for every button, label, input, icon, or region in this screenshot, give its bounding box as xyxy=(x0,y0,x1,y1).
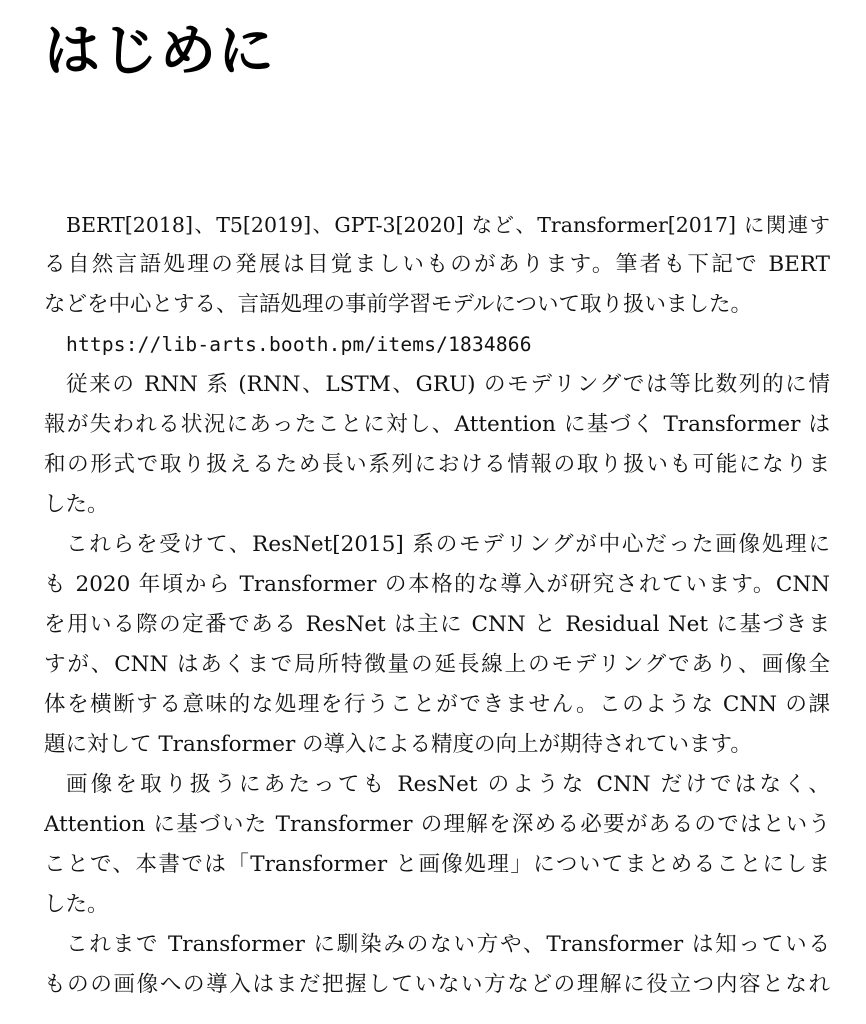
reference-url: https://lib-arts.booth.pm/items/1834866 xyxy=(66,333,532,356)
text-line: などを中心とする、言語処理の事前学習モデルについて取り扱いました。 xyxy=(44,292,752,317)
text-line: 題に対して Transformer の導入による精度の向上が期待されています。 xyxy=(44,732,752,757)
text-line: Attention に基づいた Transformer の理解を深める必要があるのではという xyxy=(44,812,830,837)
text-line: 報が失われる状況にあったことに対し、Attention に基づく Transformer は xyxy=(44,412,830,437)
text-line: した。 xyxy=(44,892,109,917)
paragraph-rnn xyxy=(44,365,830,525)
text-line: る自然言語処理の発展は目覚ましいものがあります。筆者も下記で BERT xyxy=(44,252,830,277)
paragraph-intro xyxy=(44,205,830,325)
text-line: これらを受けて、ResNet[2015] 系のモデリングが中心だった画像処理に xyxy=(66,532,830,557)
chapter-title: はじめに xyxy=(44,19,276,84)
paragraph-url xyxy=(44,325,830,365)
text-line: BERT[2018]、T5[2019]、GPT-3[2020] など、Transformer[2017] に関連す xyxy=(66,213,830,237)
text-line: 和の形式で取り扱えるため長い系列における情報の取り扱いも可能になりま xyxy=(44,452,830,477)
paragraph-audience xyxy=(44,925,830,1005)
text-line: 従来の RNN 系 (RNN、LSTM、GRU) のモデリングでは等比数列的に情 xyxy=(66,372,830,397)
text-line: これまで Transformer に馴染みのない方や、Transformer は知っている xyxy=(66,932,830,957)
text-line: すが、CNN はあくまで局所特徴量の延長線上のモデリングであり、画像全 xyxy=(44,652,830,677)
text-line: を用いる際の定番である ResNet は主に CNN と Residual Net に基づきま xyxy=(44,612,830,637)
text-line: 体を横断する意味的な処理を行うことができません。このような CNN の課 xyxy=(44,692,830,717)
text-line: ことで、本書では「Transformer と画像処理」についてまとめることにしま xyxy=(44,852,830,877)
text-line: 画像を取り扱うにあたっても ResNet のような CNN だけではなく、 xyxy=(66,772,830,797)
paragraph-purpose xyxy=(44,765,830,925)
text-line: も 2020 年頃から Transformer の本格的な導入が研究されています。CNN xyxy=(44,572,830,597)
paragraph-resnet xyxy=(44,525,830,765)
text-line: した。 xyxy=(44,492,109,517)
body-text xyxy=(44,205,830,1005)
text-line: ものの画像への導入はまだ把握していない方などの理解に役立つ内容となれ xyxy=(44,972,830,997)
